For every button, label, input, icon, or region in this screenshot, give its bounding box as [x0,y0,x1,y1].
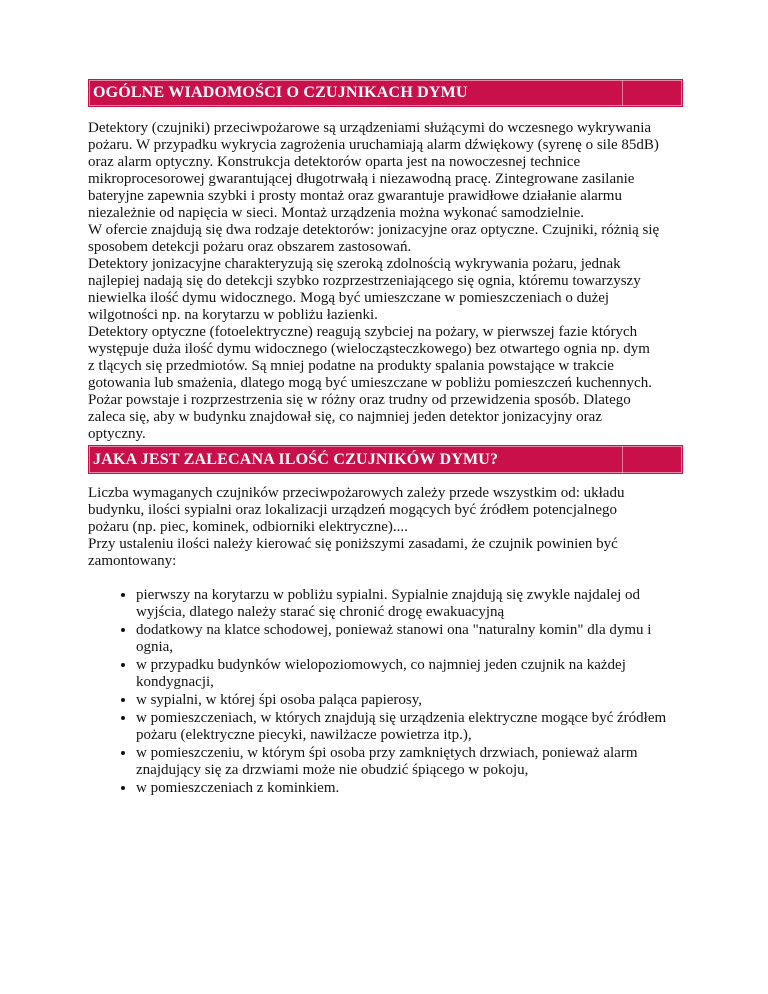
section-header-end-cell [622,446,682,473]
body-text-line: pożaru. W przypadku wykrycia zagrożenia uruchamiają alarm dźwiękowy (syrenę o sile 85dB) [88,137,659,153]
body-text-line: mikroprocesorowej gwarantującej długotrwałą i niezawodną pracę. Zintegrowane zasilanie [88,171,635,187]
body-text-line: wilgotności np. na korytarzu w pobliżu łazienki. [88,307,378,323]
body-text-line: Detektory optyczne (fotoelektryczne) reagują szybciej na pożary, w pierwszej fazie których [88,324,638,340]
body-text-line: oraz alarm optyczny. Konstrukcja detektorów oparta jest na nowoczesnej technice [88,154,581,170]
section-header-bar-recommended-quantity [88,445,683,474]
placement-list-item: • w pomieszczeniach, w których znajdują się urządzenia elektryczne mogące być źródłem pożaru (elektryczne piecyki, nawilżacze powietrza itp.), [136,709,683,744]
body-text-line: budynku, ilości sypialni oraz lokalizacji urządzeń mogących być źródłem potencjalnego [88,502,617,518]
body-text-line: Detektory jonizacyjne charakteryzują się szeroką zdolnością wykrywania pożaru, jednak [88,256,621,272]
section-header-cell [89,446,622,473]
body-text-line: najlepiej nadają się do detekcji szybko rozprzestrzeniającego się ognia, któremu towarzyszy [88,273,641,289]
body-text-line: bateryjne zapewnia szybki i prosty montaż oraz gwarantuje prawidłowe działanie alarmu [88,188,622,204]
body-text-line: niezależnie od napięcia w sieci. Montaż urządzenia można wykonać samodzielnie. [88,205,585,221]
body-text-line: W ofercie znajdują się dwa rodzaje detektorów: jonizacyjne oraz optyczne. Czujniki, różnią się [88,222,660,238]
section-header-bar-general-info [88,79,683,107]
section-title-general-info: OGÓLNE WIADOMOŚCI O CZUJNIKACH DYMU [93,84,468,101]
body-text-line: optyczny. [88,426,146,442]
section-body-general-info [88,120,694,443]
placement-list-item: • w pomieszczeniu, w którym śpi osoba przy zamkniętych drzwiach, ponieważ alarm znajdujący się za drzwiami może nie obudzić śpiącego w pokoju, [136,744,683,779]
body-text-line: gotowania lub smażenia, dlatego mogą być umieszczane w pobliżu pomieszczeń kuchennych. [88,375,652,391]
section-intro-recommended-quantity [88,485,694,570]
body-text-line: niewielka ilość dymu widocznego. Mogą być umieszczane w pomieszczeniach o dużej [88,290,610,306]
detector-placement-list [88,586,683,797]
body-text-line: Detektory (czujniki) przeciwpożarowe są urządzeniami służącymi do wczesnego wykrywania [88,120,652,136]
body-text-line: zamontowany: [88,553,177,569]
body-text-line: Liczba wymaganych czujników przeciwpożarowych zależy przede wszystkim od: układu [88,485,625,501]
placement-list-item: • w przypadku budynków wielopoziomowych, co najmniej jeden czujnik na każdej kondygnacji, [136,656,683,691]
placement-list-item: • pierwszy na korytarzu w pobliżu sypialni. Sypialnie znajdują się zwykle najdalej od wyjścia, dlatego należy starać się chronić drogę ewakuacyjną [136,586,683,621]
section-header-cell [89,80,622,106]
body-text-line: pożaru (np. piec, kominek, odbiorniki elektryczne).... [88,519,408,535]
body-text-line: Pożar powstaje i rozprzestrzenia się w różny oraz trudny od przewidzenia sposób. Dlatego [88,392,631,408]
body-text-line: Przy ustaleniu ilości należy kierować się poniższymi zasadami, że czujnik powinien być [88,536,618,552]
body-text-line: sposobem detekcji pożaru oraz obszarem zastosowań. [88,239,412,255]
body-text-line: zaleca się, aby w budynku znajdował się, co najmniej jeden detektor jonizacyjny oraz [88,409,602,425]
placement-list-item: • w pomieszczeniach z kominkiem. [136,779,683,797]
section-header-end-cell [622,80,682,106]
placement-list-item: • dodatkowy na klatce schodowej, ponieważ stanowi ona "naturalny komin" dla dymu i ognia, [136,621,683,656]
section-title-recommended-quantity: JAKA JEST ZALECANA ILOŚĆ CZUJNIKÓW DYMU? [93,450,499,468]
placement-list-item: • w sypialni, w której śpi osoba paląca papierosy, [136,691,683,709]
body-text-line: z tlących się przedmiotów. Są mniej podatne na produkty spalania powstające w trakcie [88,358,614,374]
body-text-line: występuje duża ilość dymu widocznego (wielocząsteczkowego) bez otwartego ognia np. dym [88,341,650,357]
